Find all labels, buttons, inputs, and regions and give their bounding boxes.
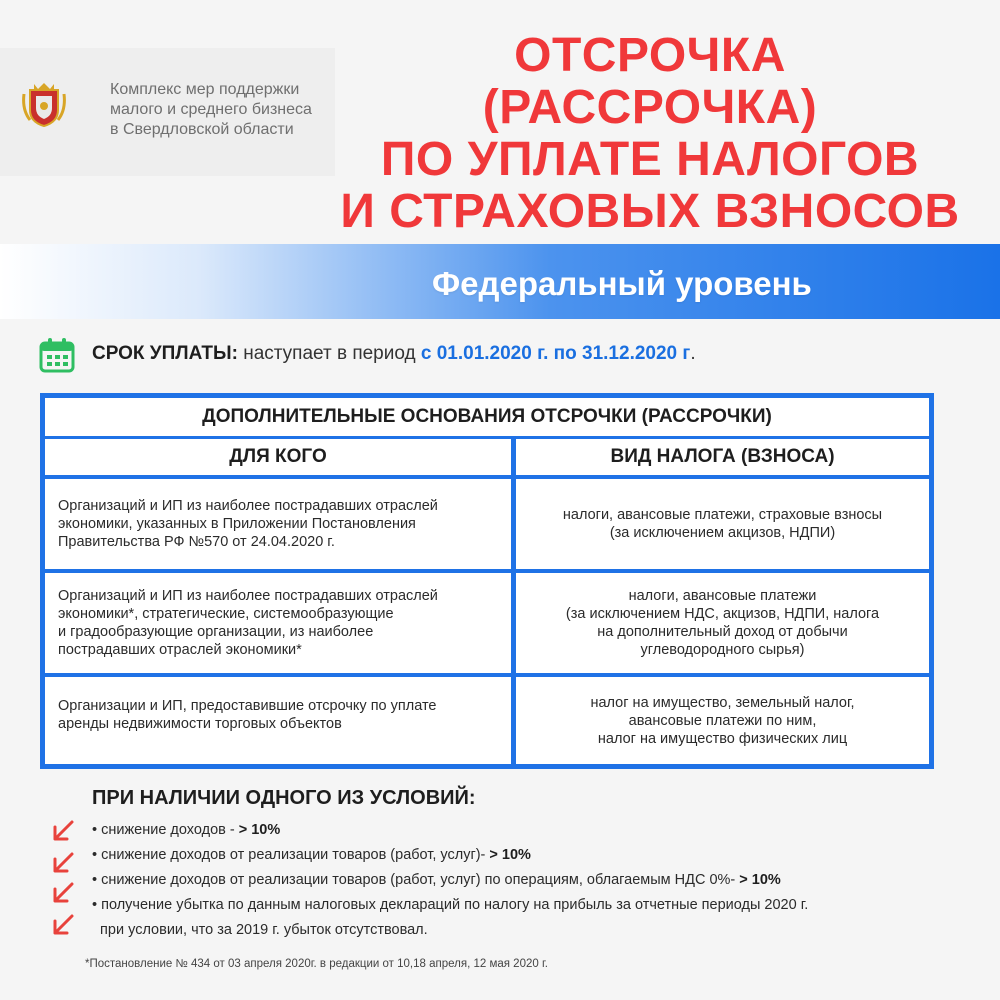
deadline-dates: с 01.01.2020 г. по 31.12.2020 г — [420, 343, 691, 364]
deferral-table — [40, 393, 934, 769]
cell-line: углеводородного сырья) — [640, 642, 805, 658]
condition-item — [92, 847, 531, 863]
column-header-who-label: ДЛЯ КОГО — [229, 446, 327, 467]
cell-line: на дополнительный доход от добычи — [597, 624, 848, 640]
cell-line: Правительства РФ №570 от 24.04.2020 г. — [58, 534, 335, 550]
cell-line: и градообразующие организации, из наиболее — [58, 624, 374, 640]
title-line: (РАССРОЧКА) — [482, 81, 818, 134]
deadline-end: . — [690, 343, 696, 364]
deadline-text: наступает в период — [237, 343, 421, 364]
cell-line: экономики, указанных в Приложении Постановления — [58, 516, 416, 532]
org-line: в Свердловской области — [110, 121, 294, 138]
cell-line: авансовые платежи по ним, — [628, 712, 817, 729]
arrow-down-left-icon — [50, 818, 76, 844]
condition-item — [92, 872, 781, 888]
arrow-down-left-icon — [50, 880, 76, 906]
cell-line: Организаций и ИП из наиболее пострадавших отраслей — [58, 498, 438, 514]
condition-item — [92, 922, 428, 938]
cell-line: налоги, авансовые платежи — [628, 588, 817, 604]
table-row-2-tax — [516, 573, 929, 673]
table-row-1-tax — [516, 479, 929, 569]
condition-value: > 10% — [238, 822, 281, 838]
title-line: ПО УПЛАТЕ НАЛОГОВ — [380, 133, 920, 186]
condition-item — [92, 822, 280, 838]
arrow-down-left-icon — [50, 850, 76, 876]
cell-line: пострадавших отраслей экономики* — [58, 642, 302, 658]
condition-text: при условии, что за 2019 г. убыток отсутствовал. — [92, 922, 428, 938]
cell-line: аренды недвижимости торговых объектов — [58, 716, 342, 732]
coat-of-arms-icon — [22, 80, 66, 128]
column-header-who — [45, 439, 511, 475]
condition-item — [92, 897, 808, 913]
conditions-title: ПРИ НАЛИЧИИ ОДНОГО ИЗ УСЛОВИЙ: — [92, 787, 476, 809]
cell-line: налоги, авансовые платежи, страховые взносы — [562, 507, 883, 523]
table-row-3-who — [45, 677, 511, 764]
table-row-1-who — [45, 479, 511, 569]
cell-line: Организаций и ИП из наиболее пострадавших отраслей — [58, 588, 438, 604]
cell-line: (за исключением НДС, акцизов, НДПИ, налога — [565, 606, 880, 622]
table-title: ДОПОЛНИТЕЛЬНЫЕ ОСНОВАНИЯ ОТСРОЧКИ (РАССРОЧКИ) — [45, 398, 929, 436]
payment-deadline — [92, 343, 696, 365]
condition-text: • получение убытка по данным налоговых деклараций по налогу на прибыль за отчетные периоды 2020 г. — [92, 897, 809, 913]
column-header-tax — [516, 439, 929, 475]
arrow-down-left-icon — [50, 912, 76, 938]
cell-line: экономики*, стратегические, системообразующие — [58, 606, 394, 622]
column-header-tax-label: ВИД НАЛОГА (ВЗНОСА) — [610, 446, 835, 467]
table-row-3-tax — [516, 677, 929, 764]
cell-line: (за исключением акцизов, НДПИ) — [609, 525, 836, 541]
org-line: малого и среднего бизнеса — [110, 101, 312, 118]
condition-value: > 10% — [489, 847, 531, 863]
cell-line: Организации и ИП, предоставившие отсрочку по уплате — [58, 698, 437, 714]
org-line: Комплекс мер поддержки — [110, 81, 300, 98]
footnote: *Постановление № 434 от 03 апреля 2020г. в редакции от 10,18 апреля, 12 мая 2020 г. — [85, 958, 548, 970]
table-row-2-who — [45, 573, 511, 673]
deadline-label: СРОК УПЛАТЫ: — [92, 343, 238, 364]
title-line: И СТРАХОВЫХ ВЗНОСОВ — [340, 185, 960, 238]
cell-line: налог на имущество физических лиц — [597, 730, 848, 747]
condition-text: • снижение доходов от реализации товаров (работ, услуг)- — [92, 847, 490, 863]
condition-text: • снижение доходов - — [92, 822, 239, 838]
page-title — [300, 30, 1000, 238]
cell-line: налог на имущество, земельный налог, — [590, 694, 855, 711]
condition-text: • снижение доходов от реализации товаров (работ, услуг) по операциям, облагаемым НДС 0%- — [92, 872, 740, 888]
calendar-icon — [38, 336, 76, 374]
title-line: ОТСРОЧКА — [514, 29, 786, 82]
condition-value: > 10% — [739, 872, 781, 888]
level-title: Федеральный уровень — [432, 265, 812, 302]
